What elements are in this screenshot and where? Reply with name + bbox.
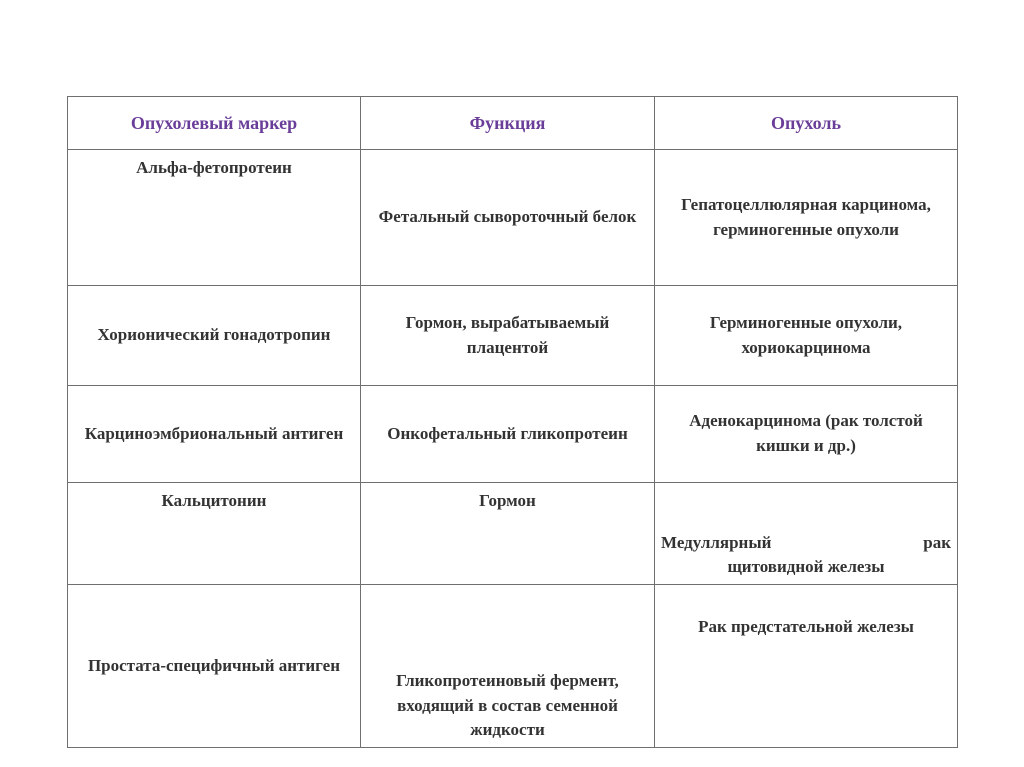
cell-tumor: Рак предстательной железы — [655, 585, 958, 748]
cell-marker: Простата-специфичный антиген — [68, 585, 361, 748]
header-tumor: Опухоль — [655, 97, 958, 150]
cell-marker: Кальцитонин — [68, 483, 361, 585]
tumor-line-2: щитовидной железы — [727, 557, 885, 577]
cell-tumor: Аденокарцинома (рак толстой кишки и др.) — [655, 386, 958, 483]
tumor-word-left: Медуллярный — [661, 532, 772, 552]
cell-tumor — [655, 483, 958, 585]
cell-marker: Карциноэмбриональный антиген — [68, 386, 361, 483]
cell-function: Гормон, вырабатываемый плацентой — [361, 286, 655, 386]
table-row — [68, 286, 958, 386]
tumor-word-right: рак — [923, 532, 951, 552]
tumor-markers-table — [67, 96, 958, 748]
table-header-row — [68, 97, 958, 150]
cell-tumor: Герминогенные опухоли, хориокарцинома — [655, 286, 958, 386]
cell-function: Фетальный сывороточный белок — [361, 150, 655, 286]
header-function: Функция — [361, 97, 655, 150]
tumor-line-1 — [661, 531, 951, 556]
header-marker: Опухолевый маркер — [68, 97, 361, 150]
cell-function: Гликопротеиновый фермент, входящий в состав семенной жидкости — [361, 585, 655, 748]
cell-function: Гормон — [361, 483, 655, 585]
table-row — [68, 585, 958, 748]
cell-marker: Хорионический гонадотропин — [68, 286, 361, 386]
cell-tumor: Гепатоцеллюлярная карцинома, герминогенные опухоли — [655, 150, 958, 286]
table-row — [68, 150, 958, 286]
table-row — [68, 483, 958, 585]
cell-marker: Альфа-фетопротеин — [68, 150, 361, 286]
table-row — [68, 386, 958, 483]
cell-function: Онкофетальный гликопротеин — [361, 386, 655, 483]
